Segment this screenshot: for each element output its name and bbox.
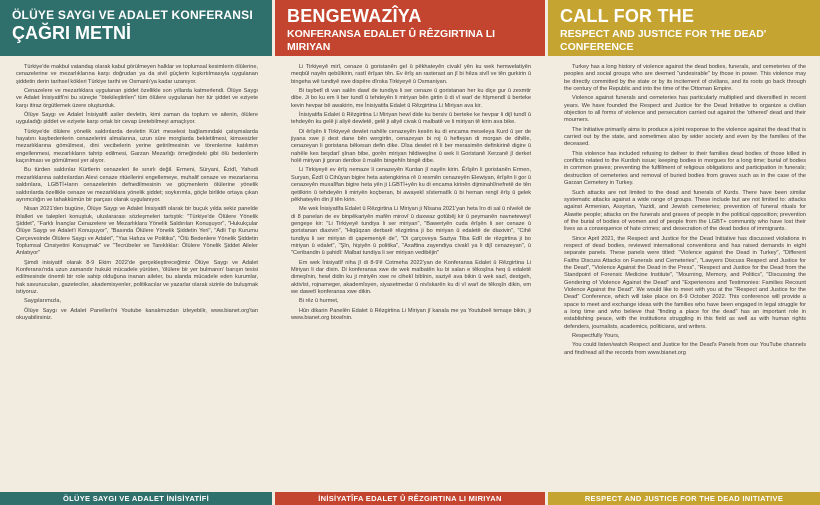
kurdish-paragraph: Em wek İnisiyatîf niha jî di 8-9'ê Cotmeha 2022'yan de Konferansa Edalet û Rêzgirtina Li Miriyan li dar dixin. Di konferansa xwe de wek malbatên ku bi salan e têkoşîna heq û edaletê dimeşînin, hewl didin ku ji miriyên xwe re cihekî bibînin, saziyê ava bikin û wek sazî, destgeh, aktivîst, rojnameger, akademîsyen, siyasetmedar û nivîskarên ku di vî warî de têkoşîn dikin, em we dawetî konferansa xwe dikin. <box>291 259 531 295</box>
kurdish-footer: İNİSİYATÎFA EDALET Û RÊZGIRTINA LI MIRIYAN <box>275 492 545 505</box>
english-paragraph: You could listen/watch Respect and Justice for the Dead's Panels from our YouTube channels and find/read all the records from www.bianet.org <box>564 342 806 356</box>
english-footer: RESPECT AND JUSTICE FOR THE DEAD INITIATIVE <box>548 492 820 505</box>
kurdish-paragraph: Me wek İnisiyatîfa Edalet û Rêzgirtina Li Miriyan ji Nîsana 2021'yan heta îro di sal û nîvekê de di 8 panelan de ev binpêkariyên mafên mirovî û daxwaz gotûbêj kir û peymanên navneteweyî gengeşe kir: "Li Tirkiyeyê tundiya li ser miriyan", "Baweriyên cuda êrîşên li ser cenaze û goristanan diaxivin", "Hiqûqzan derbarê rêzgirtina ji bo miriyan û edaletê de diaxivin", "Cihê tundiya li ser miriyan di çapemeniyê de", "Di çarçoveya Saziya Tiba Edlî de rêzgirtina ji bo miriyan û edalet", "Şîn, hişiyên û politika", "Axaftina zayendiya civakî ya li dijî cenazeyan", û "Ceribandin û şahidî: Malbat tundiya li ser miriyan vedibêjin" <box>291 206 531 257</box>
english-body <box>548 56 820 492</box>
turkish-paragraph: Cenazelere ve mezarlıklara uygulanan şiddet özellikle son yıllarda katmerlendi. Ölüye Saygı ve Adalet İnisiyatifi'ni bu süreçte "ötekileştirilen" tüm ölülere uygulanan her tür şiddet ve eziyete karşı itiraz örgütlemek üzere oluşturduk. <box>16 88 258 109</box>
english-paragraph: Since April 2021, the Respect and Justice for the Dead Initiative has discussed violations in respect of dead bodies, reviewed international conventions and has raised demands in eight separate panels. These panels were titled: "Violence against the Dead in Turkey", "Different Faiths Discuss Attacks on Funerals and Cemeteries", "Lawyers Discuss Respect and Justice for the Dead", "Violence Against the Dead in the Press", "Respect and Justice for the Dead from the Standpoint of Forensic Medicine Institute", "Mourning, Memory, and Politics", "Discussing the Gendering of Violence Against the Dead" and "Experiences and Testimonies: Families Recount Violence Against the Dead". We would like to meet with you at the "Respect and Justice for the Dead" Conference, which will take place on 8-9 October 2022. This conference will provide a space to meet and exchange ideas with the families who have been engaged in legal struggle for a long time and who believe that "finding a place for the dead" has an important role in establishing peace, with the institutions struggling in this field as well as with human rights defenders, journalists, academics, politicians, and writers. <box>564 235 806 330</box>
turkish-footer: ÖLÜYE SAYGI VE ADALET İNİSİYATİFİ <box>0 492 272 505</box>
turkish-paragraph: Ölüye Saygı ve Adalet Panelleri'ni Youtube kanalımızdan izleyebilir, www.bianet.org'tan okuyabilirsiniz. <box>16 307 258 321</box>
turkish-title: ÖLÜYE SAYGI VE ADALET KONFERANSI <box>12 8 253 22</box>
kurdish-paragraph: Bi taybetî di van salên dawî de tundiya li ser cenaze û goristanan her ku diçe gur û zexmtir dibe. Ji bo ku em li ber tundî û tehdeyên li miriyan bên girtin û di vî warî de hîşmendî û berteke kevin hevpar bê awakirin, me İnisiyatifa Edalet û Rêzgirtina Li Miriyan ava kir. <box>291 88 531 109</box>
turkish-paragraph: Ölüye Saygı ve Adalet İnisiyatifi asiler devletin, kimi zaman da toplum ve ailenin, ölülere uyguladığı şiddet ve eziyete karşı ortak bir cevap üretebilmeyi amaçlıyor. <box>16 112 258 126</box>
english-paragraph: Respectfully Yours, <box>572 333 620 340</box>
kurdish-paragraph: Di êrîşên li Tirkiyeyê dewlet nahêle cenazeyên kesên ku di encama meseleya Kurd û şer de jiyana xwe ji dest dane bên wergirtin, cenazeyan bi roj û hefteyan di morgan de dihêle, cenazeyan li goristana bêkesan defin dike. Dîsa dewlet rê li ber merasimên definkirinê digire û nahêle kes beşdarî şînan bibe, gorên miriyan hildiweşîne û wek li Goristanê Xerzanê jî derket holê miriyan ji goran derdixe û malên bingehîn bingê dibe. <box>291 128 531 165</box>
turkish-paragraph: Türkiye'de makbul vatandaş olarak kabul görülmeyen halklar ve toplumsal kesimlerin ölülerine, cenazelerine ve mezarlıklarına karşı doğrudan ya da sivil güçlerin kışkırtılmasıyla uygulanan şiddetin derin tarihsel kökleri Türkiye tarihi ve Osmanlı'ya kadar uzanıyor. <box>16 64 258 85</box>
kurdish-body <box>275 56 545 492</box>
english-paragraph: Violence against funerals and cemeteries has particularly multiplied and diversified in recent years. We have founded the Respect and Justice for the Dead Initiative to organize a civilian objection to all forms of violence and persecution carried out against the 'othered' dead and their mourners. <box>564 95 806 124</box>
kurdish-paragraph: Li Tirkiyeyê mirî, cenaze û goristanên gel û pêkhateyên civakî yên ku wek hemwelatiyên meqbûl nayên qebûlkirin, rastî êrîşan tên. Ev êrîş an rasterast an jî bi hêza sivîl ve tên gurkirin û bingeha wê tundiyê xwe dispêre dîroka Tirkiyeyê û Osmaniyan. <box>291 64 531 85</box>
english-column <box>548 0 820 505</box>
english-subtitle: RESPECT AND JUSTICE FOR THE DEAD' CONFERENCE <box>560 28 767 53</box>
english-paragraph: Turkey has a long history of violence against the dead bodies, funerals, and cemeteries of the peoples and social groups who are deemed "undesirable" by those in power. This violence may be directly committed by the state or by its incitement of civilians, and its roots go back through the century of the Republic and into the time of the Ottoman Empire. <box>564 64 806 93</box>
kurdish-column <box>275 0 545 505</box>
turkish-paragraph: Şimdi inisiyatif olarak 8-9 Ekim 2022'de gerçekleştireceğimiz Ölüye Saygı ve Adalet Konferansı'nda uzun zamandır hukuki mücadele yürüten, 'ölülere bir yer bulmanın' barışın tesisi edilmesinde önemli bir role sahip olduğuna inanan aileler, bu alanda mücadele eden kurumlar, hak savunucuları, gazeteciler, akademisyenler, politikacılar ve yazarlar olarak sizinle de buluşmak istiyoruz. <box>16 259 258 295</box>
english-title: CALL FOR THE <box>560 6 695 26</box>
turkish-column <box>0 0 272 505</box>
kurdish-paragraph: Li Tirkiyeyê ev êrîş nemaze li cenazeyên Kurdan jî nayên kirin. Êrîşên li goristanên Ermen, Suryan, Êzdî û Cihûyan bigire heta astengkirina rê û resmên cenazeyên Elewiyan, êrîşên li gor û cenazeyên muxalîfan bigire heta yên ji LGBTİ+yên ku di encama kirinên dijminahî/nefretê de tên qetilkirin û tehdeyên li miriyên koçberan, bi awayekî sîstematîk û bi heman rengî êrîş û gelek pêkhateyên din jî tên kirin. <box>291 167 531 203</box>
kurdish-paragraph: İnisiyatifa Edalet û Rêzgirtina Li Miriyan hewl dide ku bersiv û berteke ke hevpar li dijî tundî û tehdeyên ku gelê ji aliyê dewletê, gelê ji aliyê civak û malbatê ve li miriyan tê kirin ava bike. <box>291 112 531 126</box>
kurdish-subtitle: KONFERANSA EDALET Û RÊZGIRTINA LI MIRIYAN <box>287 28 496 53</box>
english-header <box>548 0 820 56</box>
turkish-paragraph: Saygılarımızla, <box>24 298 61 305</box>
turkish-subtitle: ÇAĞRI METNİ <box>12 23 131 43</box>
kurdish-header <box>275 0 545 56</box>
english-paragraph: The Initiative primarily aims to produce a joint response to the violence against the dead that is carried out by the state, and sometimes also by wider society and even by the families of the deceased. <box>564 126 806 148</box>
turkish-paragraph: Türkiye'de ölülere yönelik saldırılarda devletin Kürt meselesi bağlamındaki çatışmalarda hayatını kaybedenlerin cenazelerini almalarına, uzun süre morglarda bekletilmesi, kimsesizler mezarlıklarına gömülmesi, dini vecibelerin yerine getirilmesinin ve törenlerine katılımın engellenmesi, mezarlıkların tahrip edilmesi, Garzan Mezarlığı örneğindeki gibi ölü bedenlerin kaçırılması ve gömülmesi yer alıyor. <box>16 128 258 165</box>
kurdish-title: BENGEWAZÎYA <box>287 6 422 26</box>
kurdish-paragraph: Hûn dikarin Panelên Edalet û Rêzgirtina Li Miriyan jî kanala me ya Youtubeê temaşe bikin, ji www.bianet.org bixwînin. <box>291 307 531 321</box>
turkish-paragraph: Nisan 2021'den bugüne, Ölüye Saygı ve Adalet İnisiyatifi olarak bir buçuk yılda sekiz panelde ihlalleri ve talepleri konuştuk, uluslararası sözleşmeleri tartıştık: "Türkiye'de Ölülere Yönelik Şiddet", "Farklı İnançlar Cenazelere ve Mezarlıklara Yönelik Saldırıları Konuşuyor", "Hukukçular Ölüye Saygı ve Adalet'i Konuşuyor", "Basında Ölülere Yönelik Şiddetin Yeri", "Adli Tıp Kurumu Çerçevesinde Ölülere Saygı ve Adalet", "Yas Hafıza ve Politika", "Ölü Bedenlere Yönelik Şiddetin Toplumsal Cinsiyetini Konuşmak" ve "Tecrübeler ve Tanıklıklar: Ölülere Yönelik Şiddet Aileler Anlatıyor" <box>16 206 258 257</box>
kurdish-paragraph: Bi rêz û hurmet, <box>299 298 339 305</box>
turkish-paragraph: Bu türden saldırılar Kürtlerin cenazeleri ile sınırlı değil. Ermeni, Süryani, Êzidî, Yahudi mezarlıklarına saldırılardan Alevi cenaze ritüellerini engellemeye, muhalif cenaze ve mezarlarına saldırılara, LGBTİ+ların cenazelerinin defnedilmesinin ve göçmenlerin ölülerine yönelik saldırılarda özellikle cenaze ve mezarlıklara yönelik şiddet; soykırımla, göçle birlikte ortaya çıkan ayrımcılığın ve tahakkümün bir parçası olarak uygulanıyor. <box>16 167 258 203</box>
turkish-body <box>0 56 272 492</box>
turkish-header <box>0 0 272 56</box>
english-paragraph: This violence has included refusing to deliver to their families dead bodies of those killed in conflicts related to the Kurdish issue; keeping bodies in morgues for a long time; burial of bodies in common graves; preventing the fulfillment of religious obligations and participation in funerals; destruction of cemeteries and removal of buried bodies from graves such as in the case of the Garzan Cemetery in Turkey. <box>564 150 806 187</box>
english-paragraph: Such attacks are not limited to the dead and funerals of Kurds. There have been similar systematic attacks against a wide range of groups. These include but are not limited to: attacks against Armenian, Assyrian, Yazidi, and Jewish cemeteries; prevention of funeral rituals for Alawite people; attacks on the funerals and graves of people in the political opposition; prevention of the burial of bodies of women and of people from the LGBT+ community who have lost their lives as a consequence of hate crimes; and desecration of the dead bodies of immigrants. <box>564 189 806 233</box>
